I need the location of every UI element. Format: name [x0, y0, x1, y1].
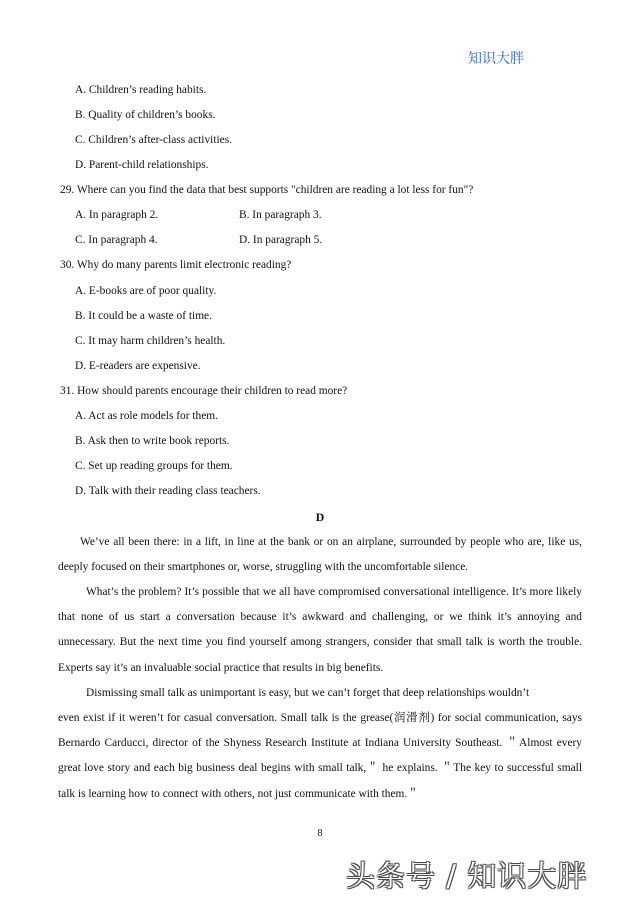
q29-stem: 29. Where can you find the data that best supports "children are reading a lot less for fun"? [60, 184, 474, 196]
q31-option-d: D. Talk with their reading class teachers. [75, 485, 261, 497]
q30-option-a: A. E-books are of poor quality. [75, 285, 217, 297]
q28-option-a: A. Children’s reading habits. [75, 84, 207, 96]
q28-option-c: C. Children’s after-class activities. [75, 134, 232, 146]
passage-paragraph-3-first-line: Dismissing small talk as unimportant is easy, but we can’t forget that deep relationships wouldn’t [86, 687, 530, 699]
q29-option-d: D. In paragraph 5. [239, 234, 323, 246]
q30-stem: 30. Why do many parents limit electronic reading? [60, 259, 292, 271]
q29-option-b: B. In paragraph 3. [239, 209, 322, 221]
section-heading: D [315, 510, 325, 524]
watermark: 头条号 / 知识大胖 [346, 859, 588, 893]
passage-paragraph-2: What’s the problem? It’s possible that we all have compromised conversational intelligence. It’s more likely that none of us start a conversation because it’s awkward and challenging, or we think it’s annoying and unnecessary. But the next time you find yourself among strangers, consider that small talk is worth the trouble. Experts say it’s an invaluable social practice that results in big benefits. [58, 586, 582, 674]
page-number: 8 [317, 828, 323, 839]
brand-label: 知识大胖 [468, 51, 524, 67]
passage-paragraph-3-continued: even exist if it weren’t for casual conversation. Small talk is the grease(润滑剂) for social communication, says Bernardo Carducci, director of the Shyness Research Institute at Indiana University Southeast. ＂Almost every great love story and each big business deal begins with small talk,＂ he explains. ＂The key to successful small talk is learning how to connect with others, not just communicate with them.＂ [58, 712, 582, 800]
q31-option-a: A. Act as role models for them. [75, 410, 218, 422]
q29-option-c: C. In paragraph 4. [75, 234, 158, 246]
q30-option-c: C. It may harm children’s health. [75, 335, 226, 347]
q31-option-c: C. Set up reading groups for them. [75, 460, 233, 472]
q29-option-a: A. In paragraph 2. [75, 209, 159, 221]
passage-paragraph-1: We’ve all been there: in a lift, in line at the bank or on an airplane, surrounded by people who are, like us, deeply focused on their smartphones or, worse, struggling with the uncomfortable silence. [58, 536, 582, 574]
q31-option-b: B. Ask then to write book reports. [75, 435, 230, 447]
q28-option-b: B. Quality of children’s books. [75, 109, 216, 121]
q30-option-d: D. E-readers are expensive. [75, 360, 201, 372]
q28-option-d: D. Parent-child relationships. [75, 159, 209, 171]
q31-stem: 31. How should parents encourage their children to read more? [60, 385, 348, 397]
q30-option-b: B. It could be a waste of time. [75, 310, 212, 322]
